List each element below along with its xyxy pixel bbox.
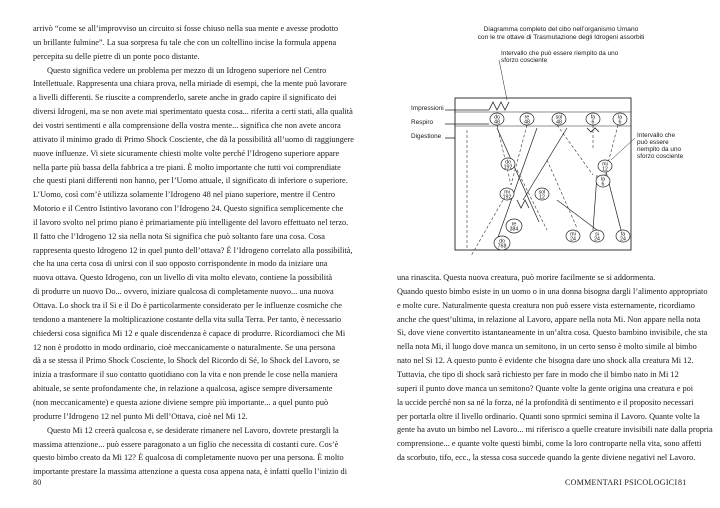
- diagram-node-note: si: [595, 231, 599, 238]
- running-head: COMMENTARI PSICOLOGICI: [565, 478, 678, 487]
- diagram-graphic: [397, 0, 720, 280]
- left-text-line: di produrre un nuovo Do... ovvero, iniziare qualcosa di completamente nuovo... una nuova: [33, 287, 334, 297]
- diagram-node-number: 48: [524, 119, 530, 126]
- left-text-line: tendono a mantenere la moltiplicazione costante della vita sulla Terra. Per tanto, è necessario: [33, 314, 342, 324]
- diagram-node-number: 48: [556, 119, 562, 126]
- left-text-line: Intellettuale. Rappresenta una chiara prova, nella miriade di esempi, che la mente può lavorare: [33, 79, 347, 89]
- left-text-line: a livelli differenti. Se riuscite a comprenderlo, sarete anche in grado capire il significato dei: [33, 93, 337, 103]
- note-top-line2: sforzo cosciente: [501, 57, 548, 64]
- diagram-node-note: fa: [590, 114, 596, 121]
- left-text-line: abituale, se sente profondamente che, in relazione a qualcosa, agisce sempre diversamente: [33, 384, 333, 394]
- left-folio: 80: [33, 478, 42, 487]
- diagram-node-number: 6: [618, 119, 622, 126]
- note-right-line3: riempito da uno: [637, 146, 682, 153]
- left-text-line: Ottava. Lo shock tra il Si e il Do è particolarmente considerato per le influenze cosmiche che: [33, 301, 342, 310]
- right-folio: 81: [678, 478, 687, 487]
- right-text-line: gente ha avuto un bimbo nel Lavoro... mi riferisco a quelle creature invisibili nate dalla propria: [397, 425, 713, 435]
- right-text-line: Quando questo bimbo esiste in un uomo o in una donna bisogna dargli l’alimento appropriato: [397, 286, 708, 296]
- diagram-node-note: sol: [555, 114, 563, 121]
- diagram-node-note: re: [511, 221, 517, 228]
- diagram-title-line2: con le tre ottave di Trasmutazione degli Idrogeni assorbiti: [477, 34, 645, 41]
- left-text-line: importante prestare la massima attenzione a questa cosa appena nata, è infatti quello l’inizio di: [33, 467, 348, 477]
- left-text-line: dà a se stessa il Primo Shock Cosciente, lo Shock del Ricordo di Sé, lo Shock del Lavoro, se: [33, 356, 340, 366]
- left-text-line: Motorio e il Centro Istintivo lavorano con l’Idrogeno 24. Questo significa semplicemente che: [33, 204, 344, 214]
- diagram-node-note: re: [524, 114, 530, 121]
- left-text-line: nuove influenze. Vi siete sicuramente chiesti molte volte perché l’Idrogeno superiore appare: [33, 148, 340, 158]
- left-text-line: L’Uomo, così com’è utilizza solamente l’Idrogeno 48 nel piano superiore, mentre il Centro: [33, 190, 335, 200]
- right-text-line: Si, dove viene convertito istantaneamente in un’altra cosa. Questo bambino invisibile, che sta: [397, 328, 708, 338]
- diagram-node-note: la: [617, 114, 623, 121]
- left-text-line: dei vostri sentimenti e alla comprensione della vostra mente... significa che non avete ancora: [33, 120, 341, 130]
- diagram-node-number: 6: [591, 119, 595, 126]
- input-respiro: Respiro: [411, 119, 434, 126]
- left-text-line: Il fatto che l’Idrogeno 12 sia nella nota Si significa che può soltanto fare una cosa. Cosa: [33, 231, 325, 241]
- left-text-line: chiedersi cosa significa Mi 12 e quale discendenza è capace di produrre. Ricordiamoci che Mi: [33, 328, 346, 338]
- diagram-node-note: sol: [538, 189, 546, 196]
- left-text-line: Questo Mi 12 creerà qualcosa e, se desiderate rimanere nel Lavoro, dovrete prestargli la: [47, 425, 339, 435]
- diagram-node-number: 24: [594, 236, 600, 243]
- right-text-line: da scorbuto, tifo, ecc., la stessa cosa succede quando la gente diviene negativi nel Lavoro.: [397, 453, 696, 463]
- diagram-node-number: 6: [601, 181, 605, 188]
- right-text-line: Tuttavia, che tipo di shock sarà richiesto per fare in modo che il bimbo nato in Mi 12: [397, 369, 679, 379]
- right-text-line: nella nota Mi, il luogo dove manca un semitono, in un certo senso è molto simile al bimbo: [397, 342, 697, 352]
- left-text-line: attivato il minimo grado di Primo Shock Cosciente, che dà la possibilità all’uomo di raggiungere: [33, 134, 354, 144]
- food-diagram: [397, 0, 720, 280]
- note-right-line1: Intervallo che: [637, 132, 676, 139]
- left-text-line: che questi piani differenti non hanno, per l’Uomo attuale, il significato di inferiore o superiore.: [33, 176, 348, 186]
- diagram-node-note: mi: [602, 161, 608, 168]
- left-text-line: inizia a trasformare il suo contatto quotidiano con la vita e non prende le cose nella maniera: [33, 370, 338, 380]
- right-text-line: per portarla oltre il livello ordinario. Quanti sono sprmici semina il Lavoro. Quante volte la: [397, 411, 700, 421]
- right-text-line: la uccide perché non sa né la forza, né la profondità di sentimento e il proposito necessari: [397, 397, 694, 407]
- left-text-line: arrivò “come se all’improvviso un circuito si fosse chiuso nella sua mente e avesse prodotto: [33, 24, 339, 33]
- diagram-node-number: 48: [494, 119, 500, 126]
- left-text-line: nella parte più bassa della fabbrica a tre piani. È molto importante che tutti voi comprendiate: [33, 162, 341, 172]
- note-top-line1: Intervallo che può essere riempito da uno: [501, 50, 619, 57]
- left-text-line: massima attenzione... può essere paragonato a un figlio che necessita di costanti cure. Cos’è: [33, 439, 339, 449]
- right-text-line: e molte cure. Naturalmente questa creatura non può essere vista esternamente, ricordiamo: [397, 300, 695, 310]
- input-impressioni: Impressioni: [411, 105, 444, 112]
- right-text-line: nato nel Si 12. A questo punto è evidente che bisogna dare uno shock alla creatura Mi 12.: [397, 356, 694, 366]
- right-text-line: superi il punto dove manca un semitono? Quante volte la gente origina una creatura e poi: [397, 383, 694, 393]
- diagram-node-note: do: [505, 159, 511, 166]
- left-text-line: questo bimbo creato da Mi 12? È qualcosa di completamente nuovo per una persona. È molto: [33, 453, 344, 463]
- diagram-node-note: do: [499, 238, 505, 245]
- left-text-line: Questo significa vedere un problema per mezzo di un Idrogeno superiore nel Centro: [47, 65, 327, 75]
- left-text-line: percepita su delle pietre di un ponte poco distante.: [33, 51, 200, 61]
- right-text-line: anche che quest’ultima, in relazione al Lavoro, appare nella nota Mi. Non appare nella nota: [397, 314, 701, 324]
- left-text-line: produrre l’Idrogeno 12 nel punto Mi dell’Ottava, cioè nel Mi 12.: [33, 411, 248, 421]
- left-text-line: il lavoro svolto nel primo piano è primariamente più intelligente del lavoro effettuato nel terzo.: [33, 217, 349, 227]
- left-text-line: rappresenta questo Idrogeno 12 in quel punto dell’ottava? È l’Idrogeno correlato alla possibilità,: [33, 245, 353, 255]
- diagram-node-number: 192: [502, 194, 512, 201]
- diagram-title-line1: Diagramma completo del cibo nell’organismo Umano: [483, 26, 639, 33]
- diagram-node-number: 384: [509, 226, 519, 233]
- diagram-node-note: do: [494, 114, 500, 121]
- note-right-line2: può essere: [637, 139, 669, 146]
- left-text-line: 12 non è prodotto in modo ordinario, cioè meccanicamente o naturalmente. Se una persona: [33, 342, 336, 352]
- diagram-node-number: 12: [602, 166, 608, 173]
- right-text-line: comprensione... e quante volte questi bimbi, come la loro controparte nella vita, sono affetti: [397, 439, 702, 449]
- diagram-node-note: la: [600, 176, 606, 183]
- diagram-node-number: 24: [570, 236, 576, 243]
- diagram-node-note: fa: [620, 231, 626, 238]
- diagram-node-note: mi: [570, 231, 576, 238]
- diagram-node-number: 12: [539, 194, 545, 201]
- left-text-line: un brillante fulmine”. La sua sorpresa fu tale che con un coltellino incise la formula appena: [33, 37, 337, 47]
- left-text-line: (non meccanicamente) e questa azione diviene sempre più importante... a quel punto può: [33, 397, 329, 407]
- left-text-line: diversi Idrogeni, ma se non avete mai sperimentato questa cosa... riferita a certi stati, alla qualità: [33, 107, 353, 117]
- note-right-line4: sforzo cosciente: [637, 153, 684, 160]
- diagram-node-number: 192: [503, 164, 513, 171]
- input-digestione: Digestione: [411, 133, 442, 140]
- diagram-node-note: mi: [504, 189, 510, 196]
- diagram-node-number: 24: [620, 236, 626, 243]
- left-text-line: che ha una certa cosa di unirsi con il suo opposto corrispondente in modo da iniziare una: [33, 259, 328, 269]
- diagram-node-number: 768: [497, 243, 507, 250]
- left-text-line: nuova ottava. Questo Idrogeno, con un livello di vita molto elevato, contiene la possibilità: [33, 273, 333, 283]
- right-text-line: una rinascita. Questa nuova creatura, può morire facilmente se si addormenta.: [397, 273, 656, 282]
